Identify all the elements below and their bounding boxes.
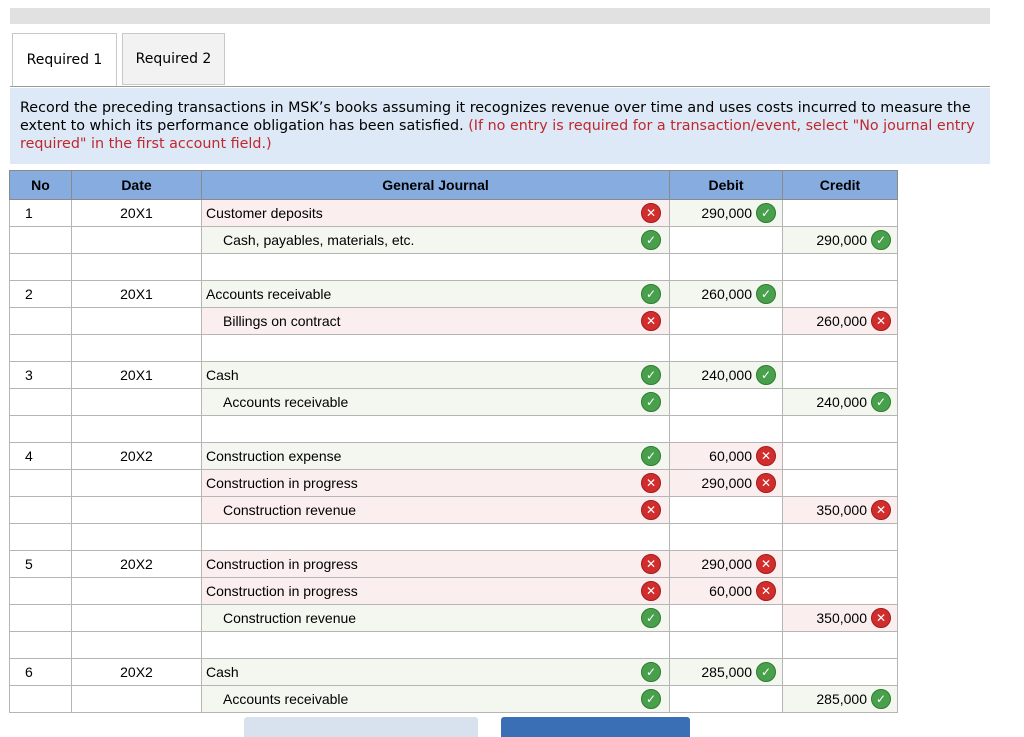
credit-input[interactable] — [783, 605, 898, 632]
credit-input[interactable] — [783, 524, 898, 551]
column-header-debit: Debit — [670, 171, 783, 200]
debit-input[interactable] — [670, 443, 783, 470]
debit-input[interactable] — [670, 308, 783, 335]
x-icon: ✕ — [641, 473, 661, 493]
entry-no-cell — [10, 551, 72, 578]
column-header-credit: Credit — [783, 171, 898, 200]
account-select-value: Construction revenue — [223, 610, 357, 626]
table-row — [10, 281, 898, 308]
entry-no-cell-value: 5 — [25, 556, 33, 572]
account-select-value: Billings on contract — [223, 313, 341, 329]
check-icon: ✓ — [871, 230, 891, 250]
credit-input[interactable] — [783, 416, 898, 443]
credit-input[interactable] — [783, 443, 898, 470]
entry-no-cell-value: 2 — [25, 286, 33, 302]
debit-input[interactable] — [670, 200, 783, 227]
date-cell[interactable] — [72, 416, 202, 443]
debit-input[interactable] — [670, 578, 783, 605]
instructions-note: (If no entry is required for a transaction/event, select "No journal entry required" in the first account field.) — [20, 118, 975, 152]
check-icon: ✓ — [641, 365, 661, 385]
date-cell-value: 20X1 — [120, 367, 153, 383]
debit-input[interactable] — [670, 686, 783, 713]
date-cell[interactable] — [72, 308, 202, 335]
table-row — [10, 200, 898, 227]
check-icon: ✓ — [871, 392, 891, 412]
date-cell[interactable] — [72, 200, 202, 227]
column-header-date: Date — [72, 171, 202, 200]
table-row — [10, 470, 898, 497]
date-cell[interactable] — [72, 524, 202, 551]
account-select[interactable] — [202, 389, 670, 416]
date-cell-value: 20X2 — [120, 448, 153, 464]
debit-input-value: 240,000 — [701, 367, 752, 383]
entry-no-cell — [10, 200, 72, 227]
column-header-no: No — [10, 171, 72, 200]
debit-input[interactable] — [670, 227, 783, 254]
check-icon: ✓ — [756, 284, 776, 304]
account-select[interactable] — [202, 443, 670, 470]
date-cell[interactable] — [72, 605, 202, 632]
x-icon: ✕ — [756, 446, 776, 466]
account-select[interactable] — [202, 200, 670, 227]
entry-no-cell — [10, 578, 72, 605]
entry-no-cell — [10, 416, 72, 443]
check-icon: ✓ — [641, 689, 661, 709]
check-icon: ✓ — [641, 284, 661, 304]
date-cell[interactable] — [72, 578, 202, 605]
entry-no-cell — [10, 335, 72, 362]
entry-no-cell — [10, 470, 72, 497]
table-row — [10, 308, 898, 335]
column-header-general-journal: General Journal — [202, 171, 670, 200]
x-icon: ✕ — [871, 311, 891, 331]
table-row — [10, 605, 898, 632]
account-select-value: Construction in progress — [206, 556, 358, 572]
account-select-value: Accounts receivable — [206, 286, 332, 302]
credit-input[interactable] — [783, 335, 898, 362]
credit-input[interactable] — [783, 551, 898, 578]
entry-no-cell — [10, 686, 72, 713]
next-required-button[interactable] — [501, 717, 690, 737]
credit-input[interactable] — [783, 578, 898, 605]
debit-input-value: 60,000 — [709, 583, 752, 599]
table-row — [10, 632, 898, 659]
journal-table — [9, 170, 898, 713]
account-select-value: Cash, payables, materials, etc. — [223, 232, 415, 248]
table-row — [10, 227, 898, 254]
date-cell[interactable] — [72, 686, 202, 713]
debit-input[interactable] — [670, 416, 783, 443]
account-select[interactable] — [202, 470, 670, 497]
debit-input-value: 260,000 — [701, 286, 752, 302]
debit-input-value: 60,000 — [709, 448, 752, 464]
account-select[interactable] — [202, 308, 670, 335]
date-cell[interactable] — [72, 389, 202, 416]
entry-no-cell — [10, 227, 72, 254]
date-cell[interactable] — [72, 335, 202, 362]
table-row — [10, 416, 898, 443]
account-select[interactable] — [202, 335, 670, 362]
entry-no-cell — [10, 443, 72, 470]
entry-no-cell-value: 6 — [25, 664, 33, 680]
credit-input[interactable] — [783, 470, 898, 497]
debit-input[interactable] — [670, 551, 783, 578]
credit-input[interactable] — [783, 659, 898, 686]
account-select-value: Construction in progress — [206, 475, 358, 491]
table-row — [10, 686, 898, 713]
credit-input-value: 285,000 — [816, 691, 867, 707]
x-icon: ✕ — [641, 311, 661, 331]
debit-input[interactable] — [670, 281, 783, 308]
date-cell[interactable] — [72, 659, 202, 686]
entry-no-cell — [10, 497, 72, 524]
account-select-value: Construction in progress — [206, 583, 358, 599]
table-row — [10, 389, 898, 416]
credit-input[interactable] — [783, 389, 898, 416]
credit-input[interactable] — [783, 254, 898, 281]
date-cell[interactable] — [72, 632, 202, 659]
credit-input[interactable] — [783, 227, 898, 254]
entry-no-cell-value: 3 — [25, 367, 33, 383]
check-icon: ✓ — [756, 365, 776, 385]
account-select-value: Customer deposits — [206, 205, 323, 221]
x-icon: ✕ — [756, 554, 776, 574]
check-icon: ✓ — [756, 662, 776, 682]
tab-required-2[interactable]: Required 2 — [122, 33, 225, 85]
entry-no-cell — [10, 659, 72, 686]
account-select[interactable] — [202, 686, 670, 713]
debit-input-value: 290,000 — [701, 556, 752, 572]
account-select[interactable] — [202, 416, 670, 443]
account-select-value: Construction revenue — [223, 502, 357, 518]
account-select[interactable] — [202, 254, 670, 281]
entry-no-cell — [10, 362, 72, 389]
date-cell[interactable] — [72, 254, 202, 281]
date-cell-value: 20X2 — [120, 556, 153, 572]
entry-no-cell — [10, 632, 72, 659]
date-cell-value: 20X1 — [120, 286, 153, 302]
credit-input[interactable] — [783, 497, 898, 524]
table-row — [10, 551, 898, 578]
date-cell[interactable] — [72, 443, 202, 470]
x-icon: ✕ — [756, 473, 776, 493]
credit-input-value: 290,000 — [816, 232, 867, 248]
account-select-value: Construction expense — [206, 448, 342, 464]
x-icon: ✕ — [641, 500, 661, 520]
tab-divider — [10, 86, 990, 87]
entry-no-cell — [10, 389, 72, 416]
credit-input[interactable] — [783, 632, 898, 659]
date-cell[interactable] — [72, 551, 202, 578]
table-row — [10, 335, 898, 362]
table-header-row — [10, 171, 898, 200]
x-icon: ✕ — [756, 581, 776, 601]
account-select[interactable] — [202, 578, 670, 605]
date-cell-value: 20X1 — [120, 205, 153, 221]
credit-input[interactable] — [783, 281, 898, 308]
x-icon: ✕ — [871, 608, 891, 628]
check-icon: ✓ — [641, 608, 661, 628]
date-cell[interactable] — [72, 227, 202, 254]
debit-input-value: 290,000 — [701, 475, 752, 491]
account-select[interactable] — [202, 227, 670, 254]
credit-input-value: 260,000 — [816, 313, 867, 329]
table-row — [10, 659, 898, 686]
debit-input[interactable] — [670, 632, 783, 659]
tab-required-1[interactable]: Required 1 — [12, 33, 117, 87]
table-row — [10, 362, 898, 389]
date-cell[interactable] — [72, 281, 202, 308]
top-progress-bar — [10, 8, 990, 24]
debit-input[interactable] — [670, 470, 783, 497]
account-select[interactable] — [202, 632, 670, 659]
credit-input-value: 240,000 — [816, 394, 867, 410]
account-select[interactable] — [202, 551, 670, 578]
instructions-panel — [10, 88, 990, 164]
account-select[interactable] — [202, 497, 670, 524]
table-row — [10, 578, 898, 605]
account-select[interactable] — [202, 362, 670, 389]
table-row — [10, 443, 898, 470]
account-select-value: Accounts receivable — [223, 691, 349, 707]
account-select[interactable] — [202, 281, 670, 308]
credit-input[interactable] — [783, 362, 898, 389]
x-icon: ✕ — [871, 500, 891, 520]
entry-no-cell — [10, 605, 72, 632]
entry-no-cell — [10, 524, 72, 551]
instructions-text: Record the preceding transactions in MSK’s books assuming it recognizes revenue over time and uses costs incurred to measure the extent to which its performance obligation has been satisfied. — [20, 100, 971, 134]
debit-input-value: 285,000 — [701, 664, 752, 680]
date-cell[interactable] — [72, 470, 202, 497]
entry-no-cell — [10, 254, 72, 281]
entry-no-cell-value: 4 — [25, 448, 33, 464]
entry-no-cell — [10, 281, 72, 308]
debit-input-value: 290,000 — [701, 205, 752, 221]
entry-no-cell-value: 1 — [25, 205, 33, 221]
account-select[interactable] — [202, 605, 670, 632]
prev-required-button[interactable] — [244, 717, 478, 737]
account-select-value: Accounts receivable — [223, 394, 349, 410]
credit-input[interactable] — [783, 308, 898, 335]
debit-input[interactable] — [670, 659, 783, 686]
check-icon: ✓ — [871, 689, 891, 709]
account-select-value: Cash — [206, 664, 239, 680]
table-row — [10, 524, 898, 551]
credit-input[interactable] — [783, 200, 898, 227]
account-select[interactable] — [202, 524, 670, 551]
check-icon: ✓ — [756, 203, 776, 223]
debit-input[interactable] — [670, 335, 783, 362]
check-icon: ✓ — [641, 662, 661, 682]
date-cell[interactable] — [72, 362, 202, 389]
debit-input[interactable] — [670, 389, 783, 416]
debit-input[interactable] — [670, 524, 783, 551]
date-cell[interactable] — [72, 497, 202, 524]
check-icon: ✓ — [641, 230, 661, 250]
debit-input[interactable] — [670, 362, 783, 389]
check-icon: ✓ — [641, 446, 661, 466]
debit-input[interactable] — [670, 497, 783, 524]
check-icon: ✓ — [641, 392, 661, 412]
x-icon: ✕ — [641, 203, 661, 223]
x-icon: ✕ — [641, 581, 661, 601]
account-select-value: Cash — [206, 367, 239, 383]
debit-input[interactable] — [670, 254, 783, 281]
account-select[interactable] — [202, 659, 670, 686]
credit-input[interactable] — [783, 686, 898, 713]
date-cell-value: 20X2 — [120, 664, 153, 680]
debit-input[interactable] — [670, 605, 783, 632]
table-row — [10, 497, 898, 524]
credit-input-value: 350,000 — [816, 610, 867, 626]
entry-no-cell — [10, 308, 72, 335]
x-icon: ✕ — [641, 554, 661, 574]
table-row — [10, 254, 898, 281]
credit-input-value: 350,000 — [816, 502, 867, 518]
